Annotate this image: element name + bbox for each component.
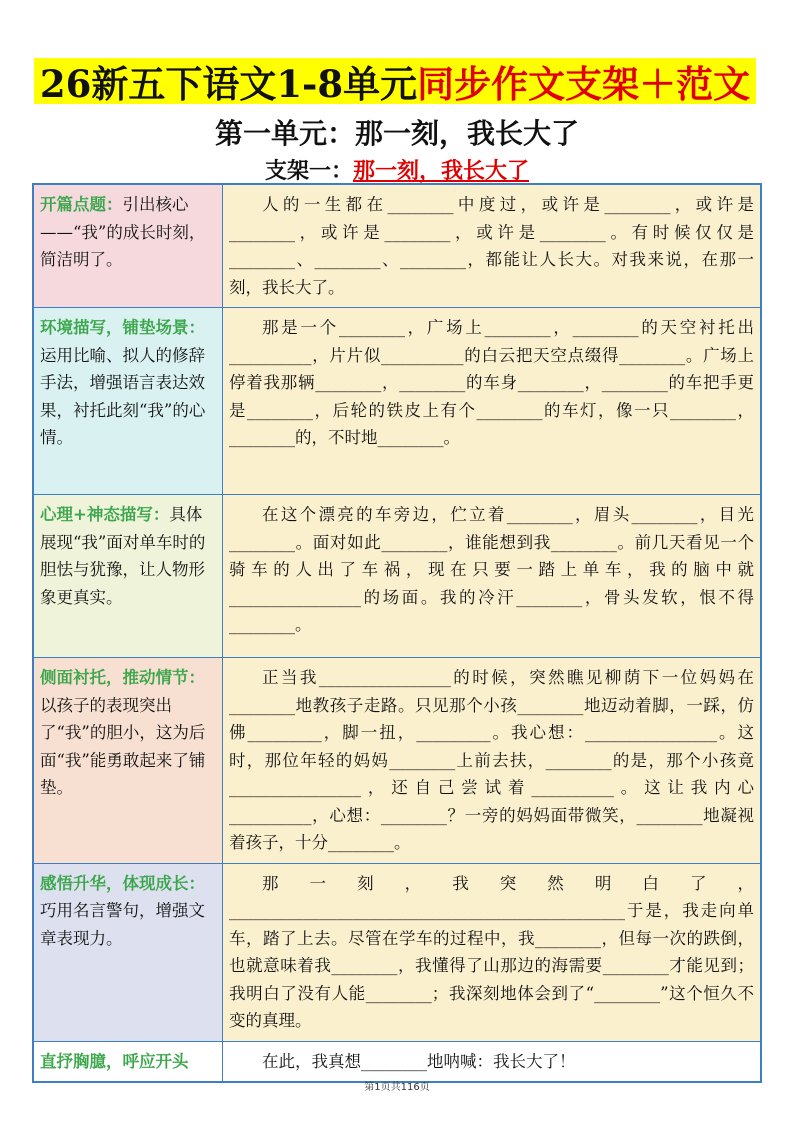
row-heading: 环境描写，铺垫场景：: [40, 318, 205, 337]
template-text: 人的一生都在________中度过，或许是________，或许是________，或许是________，或许是________。有时候仅仅是________、________、________，都能让人长大。对我来说，在那一刻，我长大了。: [229, 195, 754, 297]
page-footer: 第1页共116页: [364, 1082, 430, 1093]
frame-label: 支架一：: [264, 159, 353, 184]
row-guide: [33, 658, 223, 864]
template-text: 在这个漂亮的车旁边，伫立着________，眉头________，目光________。面对如此________，谁能想到我________。前几天看见一个骑车的人出了车祸，现在只要一踏上单车，我的脑中就________________的场面。我的冷汗________，骨头发软，恨不得________。: [229, 505, 754, 634]
frame-row: [33, 1041, 761, 1082]
banner-title-part1: 26新五下语文1-8单元: [39, 62, 418, 106]
row-guide: [33, 863, 223, 1041]
row-guide: [33, 495, 223, 658]
row-note: 具体展现“我”面对单车时的胆怯与犹豫，让人物形象更真实。: [40, 505, 206, 607]
row-template: [223, 658, 762, 864]
row-heading: 侧面衬托，推动情节：: [40, 668, 205, 687]
template-text: 在此，我真想________地呐喊：我长大了！: [262, 1051, 576, 1071]
row-note: 巧用名言警句，增强文章表现力。: [40, 901, 205, 948]
row-heading: 心理+神态描写：: [40, 505, 170, 524]
frame-row: [33, 184, 761, 308]
template-text: 那是一个________，广场上________，________的天空衬托出__________，片片似__________的白云把天空点缀得________。广场上停着我那辆________，________的车身________，________的车把手更是________，后轮的铁皮上有个________的车灯，像一只________，________的，不时地________。: [229, 318, 754, 447]
document-banner: [34, 58, 756, 104]
frame-row: [33, 308, 761, 495]
frame-row: [33, 658, 761, 864]
banner-title-part2: 同步作文支架＋范文: [417, 62, 751, 106]
row-guide: [33, 1041, 223, 1082]
row-template: [223, 184, 762, 308]
row-template: [223, 863, 762, 1041]
unit-title: 第一单元：那一刻，我长大了: [214, 117, 579, 150]
frame-heading: [0, 154, 794, 185]
row-template: [223, 308, 762, 495]
row-guide: [33, 184, 223, 308]
row-heading: 感悟升华，体现成长：: [40, 873, 205, 893]
row-template: [223, 1041, 762, 1082]
row-heading: 直抒胸臆，呼应开头: [40, 1051, 189, 1071]
row-note: 运用比喻、拟人的修辞手法，增强语言表达效果，衬托此刻“我”的心情。: [40, 345, 206, 447]
frame-row: [33, 495, 761, 658]
row-note: 引出核心——“我”的成长时刻，简洁明了。: [40, 195, 206, 269]
frame-title: 那一刻，我长大了: [353, 159, 530, 184]
row-guide: [33, 308, 223, 495]
template-text: 那一刻，我突然明白了，________________________________________________于是，我走向单车，踏了上去。尽管在学车的过程中，我________，但每一次的跌倒，也就意味着我________，我懂得了山那边的海需要________才能见到；我明白了没有人能________；我深刻地体会到了“________”这个恒久不变的真理。: [229, 873, 754, 1030]
frame-row: [33, 863, 761, 1041]
row-note: 以孩子的表现突出了“我”的胆小，这为后面“我”能勇敢起来了铺垫。: [40, 695, 206, 797]
writing-frame-table: [32, 183, 762, 1083]
row-template: [223, 495, 762, 658]
row-heading: 开篇点题：: [40, 195, 123, 214]
template-text: 正当我________________的时候，突然瞧见柳荫下一位妈妈在________地教孩子走路。只见那个小孩________地迈动着脚，一踩，仿佛_________，脚一扭，_________。我心想：________________。这时，那位年轻的妈妈________上前去扶，________的是，那个小孩竟________________，还自己尝试着__________。这让我内心__________，心想：________？一旁的妈妈面带微笑，________地凝视着孩子，十分________。: [229, 668, 754, 852]
